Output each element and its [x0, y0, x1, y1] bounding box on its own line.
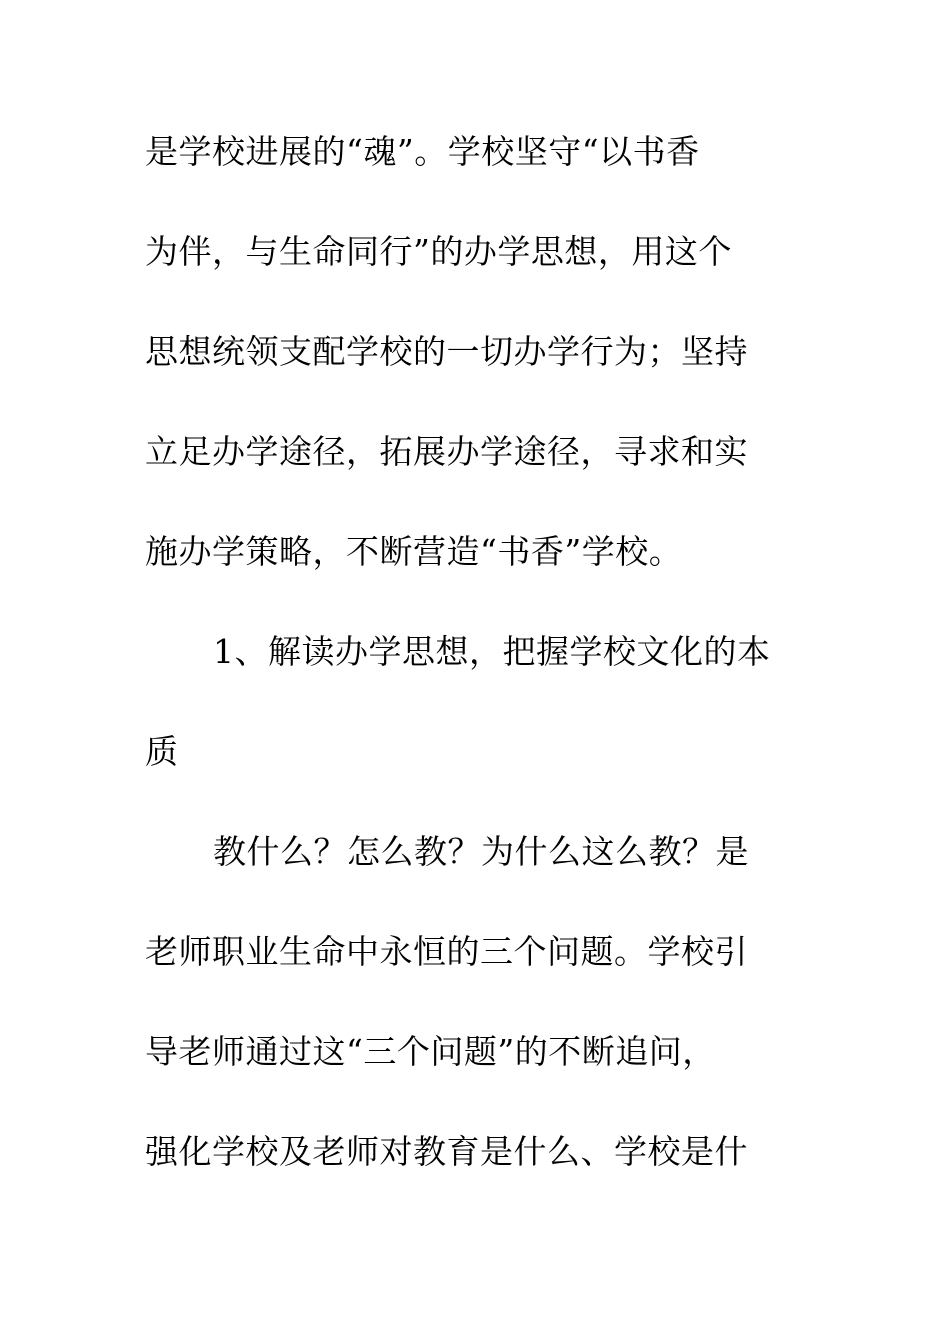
paragraph-line: 教什么？怎么教？为什么这么教？是: [213, 832, 749, 871]
paragraph-line: 思想统领支配学校的一切办学行为；坚持: [145, 332, 748, 371]
section-heading-line: 1、解读办学思想，把握学校文化的本: [213, 632, 771, 671]
paragraph-line: 为伴，与生命同行”的办学思想，用这个: [145, 232, 732, 271]
section-heading-line: 质: [145, 732, 179, 771]
paragraph-line: 立足办学途径，拓展办学途径，寻求和实: [145, 432, 748, 471]
paragraph-line: 导老师通过这“三个问题”的不断追问，: [145, 1032, 716, 1071]
paragraph-line: 强化学校及老师对教育是什么、学校是什: [145, 1132, 748, 1171]
paragraph-line: 施办学策略，不断营造“书香”学校。: [145, 532, 683, 571]
paragraph-line: 是学校进展的“魂”。学校坚守“以书香: [145, 132, 700, 171]
paragraph-line: 老师职业生命中永恒的三个问题。学校引: [145, 932, 748, 971]
